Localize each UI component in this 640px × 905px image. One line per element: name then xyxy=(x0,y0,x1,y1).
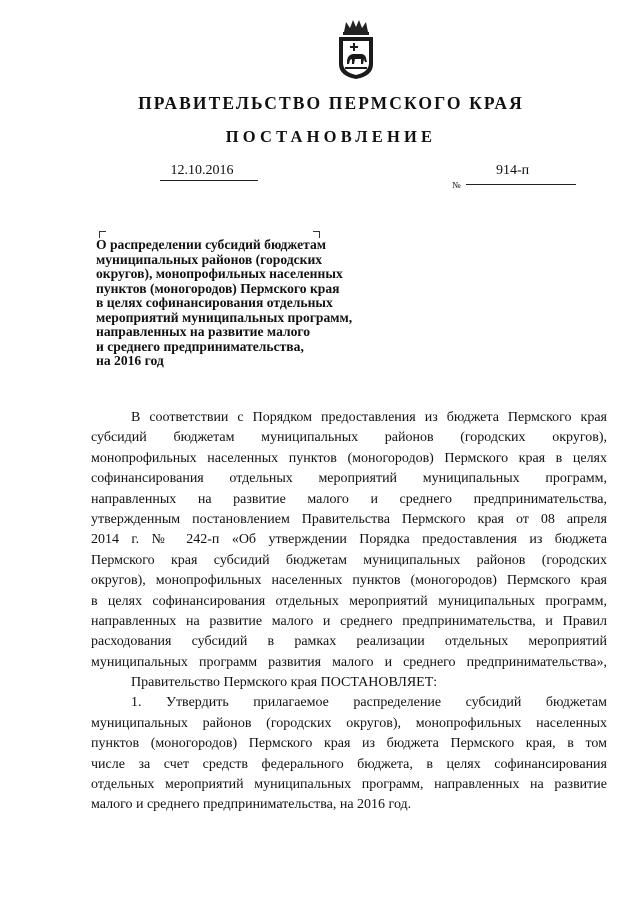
body-line: муниципальных программ развития малого и среднего предпринимательства», xyxy=(91,654,607,670)
government-title: ПРАВИТЕЛЬСТВО ПЕРМСКОГО КРАЯ xyxy=(138,93,524,113)
body-line: малого и среднего предпринимательства, на 2016 год. xyxy=(91,797,412,813)
body-line: софинансирования отдельных мероприятий муниципальных программ, xyxy=(91,471,607,487)
document-type: ПОСТАНОВЛЕНИЕ xyxy=(225,127,437,146)
body-line: направленных на развитие малого и среднего предпринимательства, xyxy=(91,491,607,507)
document-date xyxy=(146,163,258,181)
subject-line: пунктов (моногородов) Пермского края xyxy=(96,280,340,296)
number-underline xyxy=(466,184,576,185)
subject-line: мероприятий муниципальных программ, xyxy=(96,309,353,325)
document-body xyxy=(91,408,607,816)
body-line: 2014 г. № 242-п «Об утверждении Порядка предоставления из бюджета xyxy=(91,532,607,548)
body-line: субсидий бюджетам муниципальных районов (городских округов), xyxy=(91,430,607,446)
number-value: 914-п xyxy=(496,163,530,178)
body-line: расходования субсидий в рамках реализации отдельных мероприятий xyxy=(91,634,607,650)
document-number xyxy=(452,163,580,193)
subject-line: в целях софинансирования отдельных xyxy=(96,295,333,310)
coat-of-arms-icon xyxy=(336,18,376,80)
subject-line: округов), монопрофильных населенных xyxy=(96,266,343,281)
subject-line: направленных на развитие малого xyxy=(96,324,311,339)
body-line: 1. Утвердить прилагаемое распределение субсидий бюджетам xyxy=(131,695,607,711)
body-line: числе за счет средств федерального бюджета, в целях софинансирования xyxy=(91,756,607,772)
body-line: в целях софинансирования отдельных мероприятий муниципальных программ, xyxy=(91,593,607,609)
subject-line: муниципальных районов (городских xyxy=(96,251,323,267)
subject-line: и среднего предпринимательства, xyxy=(96,338,304,354)
body-line: В соответствии с Порядком предоставления из бюджета Пермского края xyxy=(131,410,607,425)
number-sign: № xyxy=(452,180,461,190)
date-value: 12.10.2016 xyxy=(170,163,234,178)
body-line: отдельных мероприятий муниципальных программ, направленных на развитие xyxy=(91,777,607,793)
body-line: Пермского края субсидий бюджетам муниципальных районов (городских xyxy=(91,552,607,568)
body-line: пунктов (моногородов) Пермского края из бюджета Пермского края, в том xyxy=(91,736,607,752)
body-line: Правительство Пермского края ПОСТАНОВЛЯЕТ: xyxy=(131,675,438,691)
body-line: муниципальных районов (городских округов), монопрофильных населенных xyxy=(91,715,607,731)
subject-line: О распределении субсидий бюджетам xyxy=(96,237,327,252)
body-line: направленных на развитие малого и среднего предпринимательства, и Правил xyxy=(91,613,607,629)
body-line: монопрофильных населенных пунктов (моногородов) Пермского края в целях xyxy=(91,450,607,466)
body-line: округов), монопрофильных населенных пунктов (моногородов) Пермского края xyxy=(91,573,607,589)
subject-heading xyxy=(96,238,396,369)
subject-line: на 2016 год xyxy=(96,353,164,368)
body-line: утвержденным постановлением Правительства Пермского края от 08 апреля xyxy=(91,511,607,527)
date-underline xyxy=(160,180,258,181)
